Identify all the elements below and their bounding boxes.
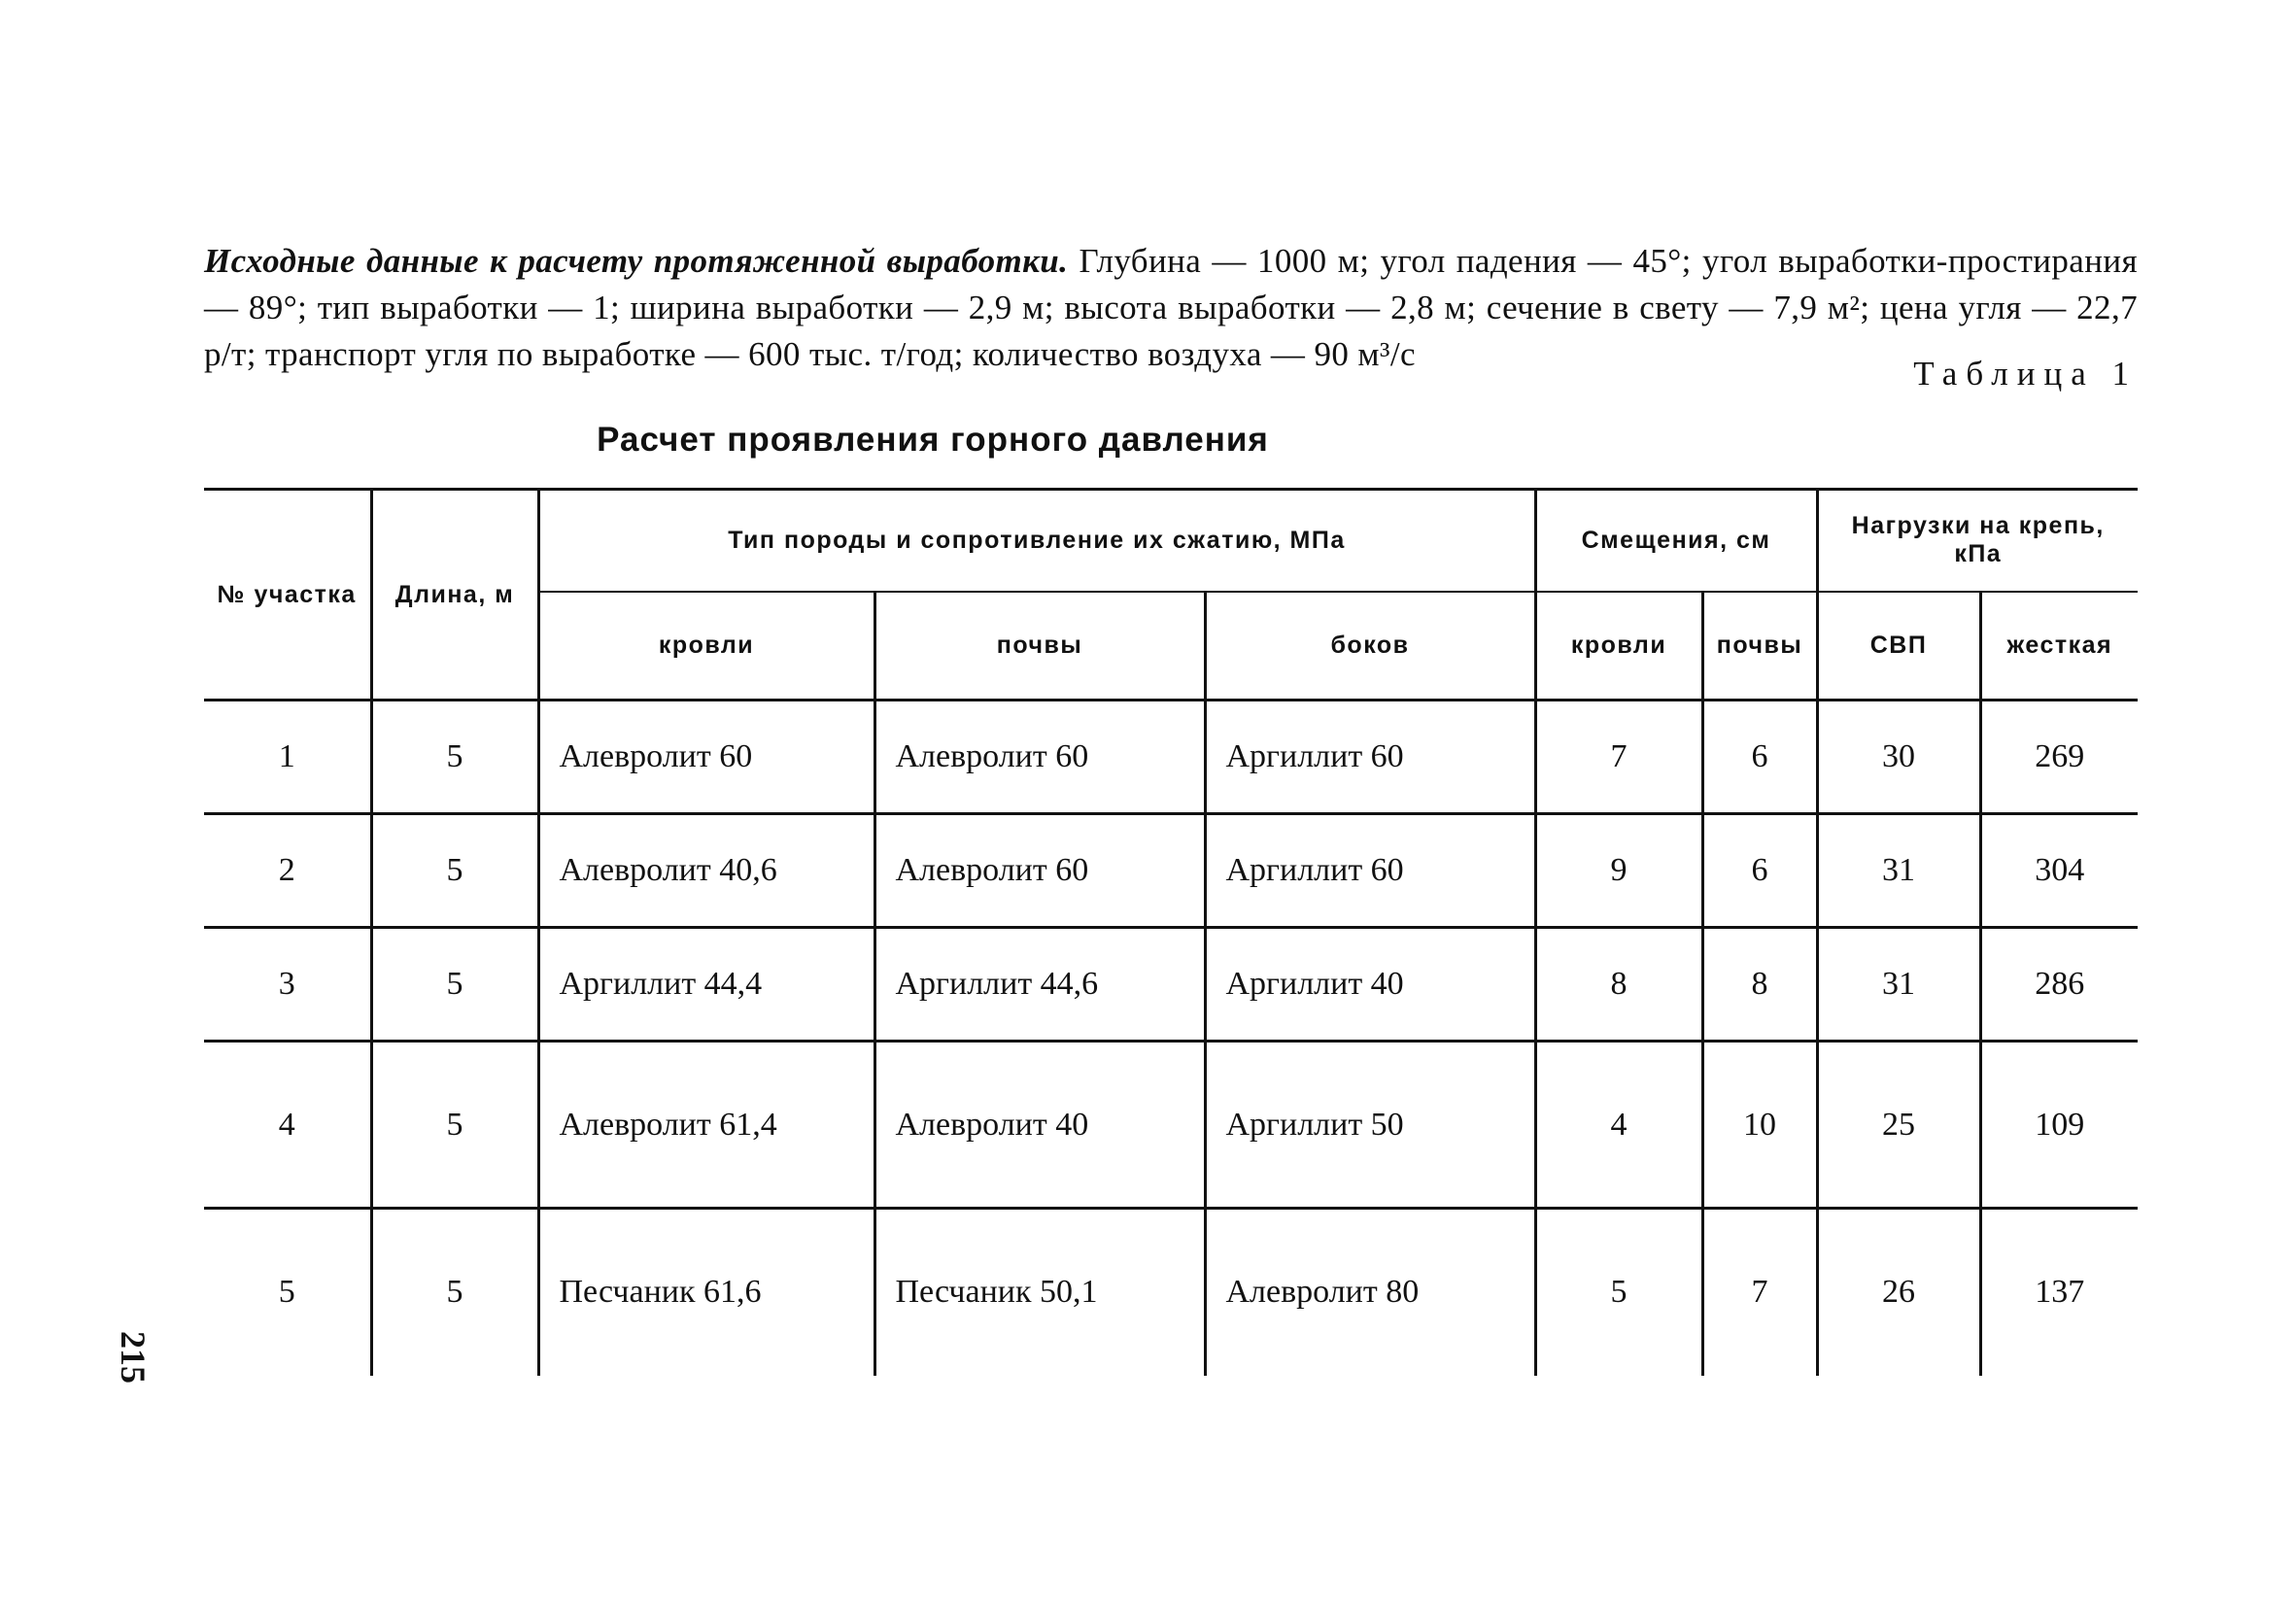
cell-sides: Аргиллит 50: [1205, 1042, 1535, 1209]
header-disp-roof: кровли: [1535, 592, 1702, 701]
header-disp-floor: почвы: [1702, 592, 1817, 701]
cell-sides: Аргиллит 60: [1205, 701, 1535, 814]
intro-text: Глубина — 1000 м; угол падения — 45°; угол выработки-простирания — 89°; тип выработки — 1; ширина выработки — 2,9 м; высота выработки — 2,8 м; сечение в свету — 7,9 м²; цена угля — 22,7 р/т; транспорт угля по выработке — 600 тыс. т/год; количество воздуха — 90 м³/с: [204, 242, 2138, 373]
cell-svp: 30: [1817, 701, 1980, 814]
cell-roof: Песчаник 61,6: [538, 1209, 874, 1376]
cell-floor: Алевролит 60: [874, 701, 1205, 814]
cell-no: 1: [204, 701, 371, 814]
cell-svp: 25: [1817, 1042, 1980, 1209]
table-row: [204, 814, 2138, 928]
cell-roof: Аргиллит 44,4: [538, 928, 874, 1042]
cell-no: 4: [204, 1042, 371, 1209]
cell-disp-floor: 6: [1702, 701, 1817, 814]
header-displacement-group: Смещения, см: [1535, 490, 1817, 592]
table-title: Расчет проявления горного давления: [597, 421, 1269, 459]
cell-svp: 26: [1817, 1209, 1980, 1376]
cell-length: 5: [371, 814, 538, 928]
cell-disp-floor: 8: [1702, 928, 1817, 1042]
cell-disp-roof: 4: [1535, 1042, 1702, 1209]
cell-floor: Песчаник 50,1: [874, 1209, 1205, 1376]
cell-no: 2: [204, 814, 371, 928]
cell-floor: Алевролит 40: [874, 1042, 1205, 1209]
cell-length: 5: [371, 1209, 538, 1376]
table-label: Таблица 1: [1913, 355, 2138, 393]
header-section-no: № участка: [204, 490, 371, 701]
table-row: [204, 928, 2138, 1042]
cell-rigid: 286: [1980, 928, 2138, 1042]
header-length: Длина, м: [371, 490, 538, 701]
cell-rigid: 269: [1980, 701, 2138, 814]
header-sides: боков: [1205, 592, 1535, 701]
table-row: [204, 1042, 2138, 1209]
cell-length: 5: [371, 701, 538, 814]
cell-length: 5: [371, 1042, 538, 1209]
cell-disp-floor: 6: [1702, 814, 1817, 928]
intro-lead: Исходные данные к расчету протяженной выработки.: [204, 242, 1069, 280]
cell-svp: 31: [1817, 928, 1980, 1042]
header-rock-group: Тип породы и сопротивление их сжатию, МПа: [538, 490, 1535, 592]
header-row-top: [204, 490, 2138, 592]
intro-paragraph: [204, 238, 2138, 378]
cell-sides: Алевролит 80: [1205, 1209, 1535, 1376]
page-number: 215: [114, 1331, 153, 1384]
cell-no: 3: [204, 928, 371, 1042]
header-svp: СВП: [1817, 592, 1980, 701]
header-rigid: жесткая: [1980, 592, 2138, 701]
cell-roof: Алевролит 61,4: [538, 1042, 874, 1209]
cell-roof: Алевролит 60: [538, 701, 874, 814]
cell-floor: Аргиллит 44,6: [874, 928, 1205, 1042]
pressure-table: [204, 488, 2138, 1376]
cell-floor: Алевролит 60: [874, 814, 1205, 928]
cell-sides: Аргиллит 60: [1205, 814, 1535, 928]
table-row: [204, 701, 2138, 814]
cell-svp: 31: [1817, 814, 1980, 928]
cell-length: 5: [371, 928, 538, 1042]
cell-disp-roof: 8: [1535, 928, 1702, 1042]
cell-disp-floor: 7: [1702, 1209, 1817, 1376]
cell-disp-roof: 5: [1535, 1209, 1702, 1376]
cell-rigid: 109: [1980, 1042, 2138, 1209]
cell-rigid: 137: [1980, 1209, 2138, 1376]
cell-disp-floor: 10: [1702, 1042, 1817, 1209]
cell-sides: Аргиллит 40: [1205, 928, 1535, 1042]
header-load-group: Нагрузки на крепь, кПа: [1817, 490, 2138, 592]
table-row: [204, 1209, 2138, 1376]
cell-rigid: 304: [1980, 814, 2138, 928]
cell-disp-roof: 9: [1535, 814, 1702, 928]
header-roof: кровли: [538, 592, 874, 701]
cell-disp-roof: 7: [1535, 701, 1702, 814]
cell-no: 5: [204, 1209, 371, 1376]
header-floor: почвы: [874, 592, 1205, 701]
cell-roof: Алевролит 40,6: [538, 814, 874, 928]
